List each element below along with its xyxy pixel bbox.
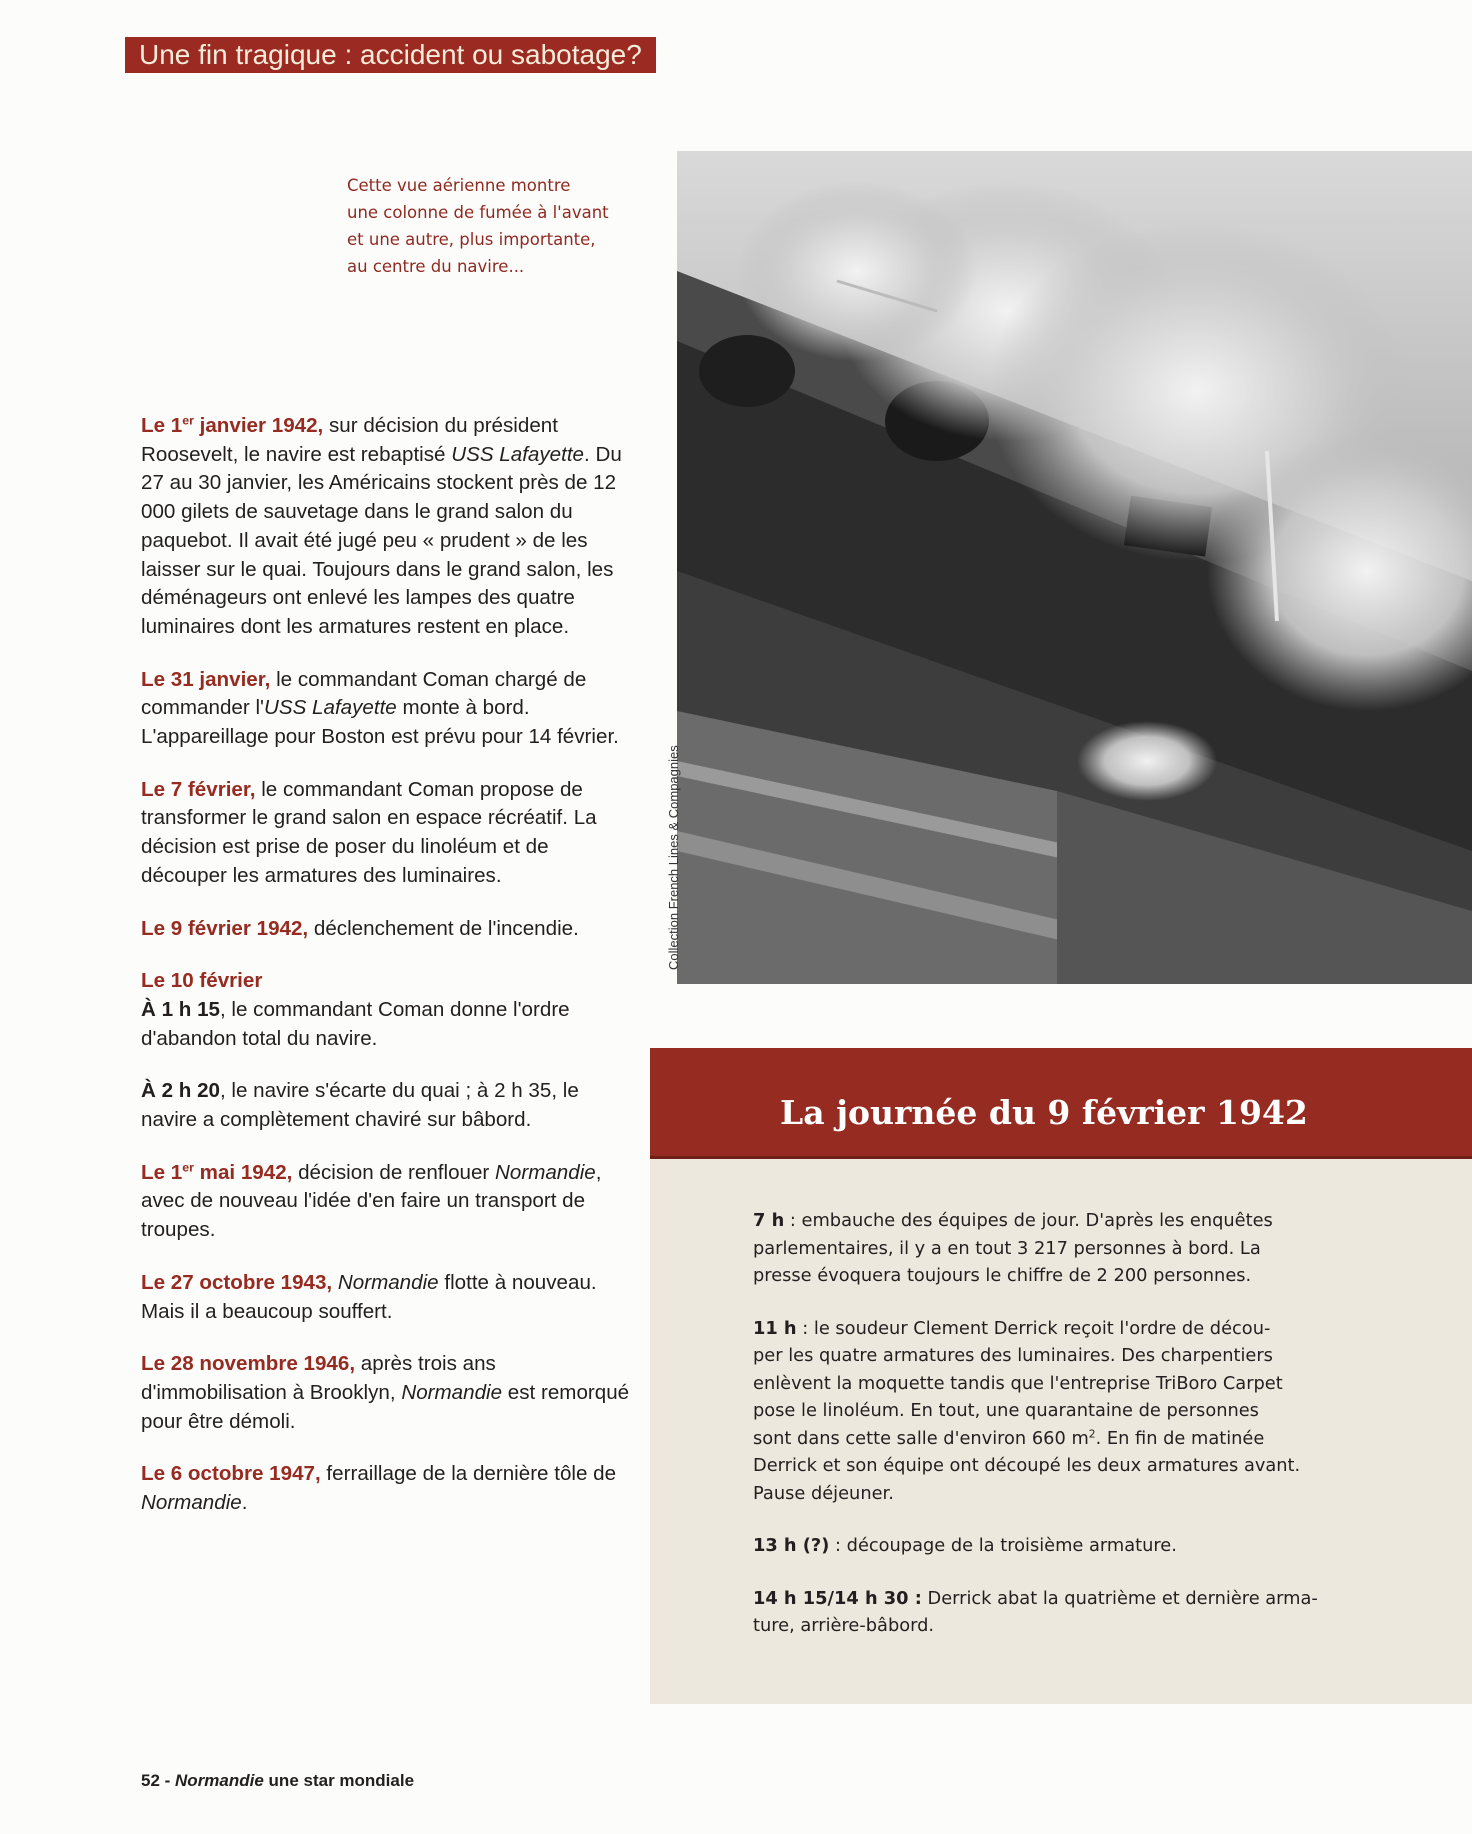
entry-date: Le 7 février, [141,777,256,801]
entry-text: déclenchement de l'incendie. [308,916,579,940]
timeline-entry [141,412,636,642]
entry-text: après trois ans d'immobilisation à Brooklyn, [141,1352,496,1404]
box-entry-text: : embauche des équipes de jour. D'après les enquêtes [784,1210,1273,1231]
timeline-entry [141,967,636,1053]
box-entry-time: 14 h 15/14 h 30 : [753,1587,922,1609]
timeline-entry [141,1269,636,1326]
entry-date: Le 9 février 1942, [141,916,309,940]
timeline [141,412,636,1542]
entry-text: ferraillage de la dernière tôle de [320,1462,617,1486]
timeline-entry [141,666,636,752]
box-entry-text: pose le linoléum. En tout, une quarantaine de personnes [753,1400,1259,1421]
photo-credit [652,730,681,970]
photo-credit-text: Collection French Lines & Compagnies [666,745,681,970]
page-footer [141,1771,414,1791]
sidebar-box-entries [753,1207,1443,1665]
entry-text: le commandant Coman propose de transformer le grand salon en espace récréatif. La décision est prise de poser du linoléum et de découper les armatures des luminaires. [141,777,597,887]
box-entry-text: sont dans cette salle d'environ 660 $m^2$. En fin de matinée [753,1427,1265,1449]
entry-text: , le commandant Coman donne l'ordre d'abandon total du navire. [141,997,570,1050]
box-entry-text: : découpage de la troisième armature. [829,1535,1177,1556]
entry-time: À 1 h 15 [141,997,220,1021]
timeline-entry [141,776,636,891]
entry-text: , le navire s'écarte du quai ; à 2 h 35, le navire a complètement chaviré sur bâbord. [141,1079,579,1132]
sidebar-box-body [650,1159,1472,1704]
box-entry-text: per les quatre armatures des luminaires. Des charpentiers [753,1345,1273,1366]
box-entry-text: enlèvent la moquette tandis que l'entreprise TriBoro Carpet [753,1372,1283,1394]
box-entry-text: Derrick et son équipe ont découpé les deux armatures avant. [753,1455,1301,1476]
box-entry [753,1585,1443,1640]
entry-text: décision de renflouer [292,1160,496,1184]
timeline-entry [141,1460,636,1517]
entry-text-em: Normandie [337,1270,439,1294]
sidebar-box-header [650,1048,1472,1159]
box-entry [753,1532,1443,1560]
entry-date: Le 27 octobre 1943, [141,1270,333,1294]
footer-title-em: Normandie [175,1771,264,1790]
box-entry-text: Derrick abat la quatrième et dernière arma- [921,1587,1318,1609]
entry-date: Le 6 octobre 1947, [141,1462,321,1486]
entry-text: sur décision du président Roosevelt, le navire est rebaptisé [141,414,558,466]
box-entry [753,1207,1443,1290]
entry-date: Le 1er mai 1942, [141,1160,293,1184]
caption-line: une colonne de fumée à l'avant [347,203,609,222]
caption-line: au centre du navire... [347,257,525,276]
entry-text: , avec de nouveau l'idée d'en faire un transport de troupes. [141,1160,602,1242]
box-entry-text: presse évoquera toujours le chiffre de 2 200 personnes. [753,1265,1252,1286]
timeline-entry [141,1077,636,1134]
timeline-entry [141,915,636,944]
box-entry-time: 11 h [753,1317,797,1339]
entry-text-em: Normandie [401,1380,503,1404]
box-entry-text: : le soudeur Clement Derrick reçoit l'ordre de décou- [796,1317,1271,1339]
box-entry-time: 13 h (?) [753,1535,830,1556]
box-entry-text: Pause déjeuner. [753,1482,894,1504]
entry-text: est remorqué pour être démoli. [141,1380,630,1433]
entry-text: . Du 27 au 30 janvier, les Américains stockent près de 12 000 gilets de sauvetage dans le grand salon du paquebot. Il avait été jugé peu « prudent » de les laisser sur le quai. Toujours dans le grand salon, les déménageurs ont enlevé les lampes des quatre luminaires dont les armatures restent en place. [141,442,622,638]
box-entry-text: parlementaires, il y a en tout 3 217 personnes à bord. La [753,1237,1261,1259]
entry-text: le commandant Coman chargé de commander l' [141,667,587,720]
caption-line: et une autre, plus importante, [347,230,596,249]
entry-text: flotte à nouveau. Mais il a beaucoup souffert. [141,1270,597,1323]
box-entry [753,1315,1443,1508]
entry-text-em: USS Lafayette [263,696,397,720]
photo-caption [347,172,647,280]
entry-text-em: Normandie [141,1491,242,1515]
sidebar-box-title: La journée du 9 février 1942 [780,1093,1308,1132]
aerial-photo-burning-ship [677,151,1472,984]
entry-date: Le 10 février [141,969,263,993]
entry-text: monte à bord. L'appareillage pour Boston est prévu pour 14 février. [141,696,619,749]
section-title: Une fin tragique : accident ou sabotage? [125,37,656,73]
entry-date: Le 28 novembre 1946, [141,1352,356,1376]
caption-line: Cette vue aérienne montre [347,176,571,195]
entry-text-em: USS Lafayette [451,442,585,466]
footer-title: une star mondiale [263,1771,415,1790]
timeline-entry [141,1350,636,1436]
entry-date: Le 31 janvier, [141,667,271,691]
page-number: 52 - [141,1771,176,1790]
box-entry-time: 7 h [753,1210,785,1231]
timeline-entry [141,1159,636,1245]
entry-text: . [241,1491,248,1515]
entry-time: À 2 h 20 [141,1079,220,1103]
entry-text-em: Normandie [495,1160,596,1184]
photo-illustration [677,151,1472,984]
box-entry-text: ture, arrière-bâbord. [753,1615,935,1636]
entry-date: Le 1er janvier 1942, [141,413,324,437]
